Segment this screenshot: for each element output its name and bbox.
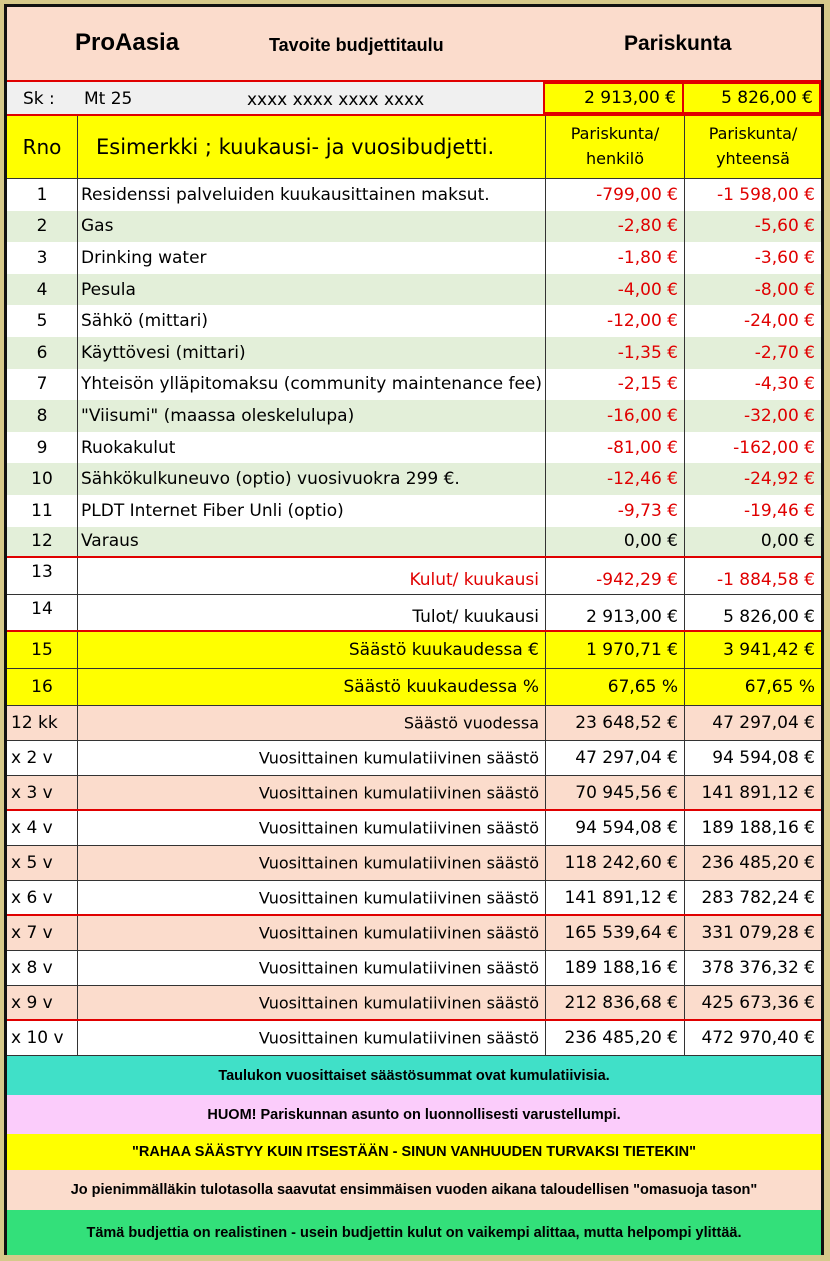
row-number: 12 xyxy=(31,531,53,552)
saving-eur-label: Säästö kuukaudessa € xyxy=(348,640,539,660)
yearly-total: 94 594,08 € xyxy=(712,748,815,768)
expense-person: -9,73 € xyxy=(617,500,678,521)
row-number: 15 xyxy=(31,640,53,660)
yearly-total: 189 188,16 € xyxy=(701,818,815,838)
yearly-label: Vuosittainen kumulatiivinen säästö xyxy=(258,1028,539,1048)
table-row xyxy=(7,274,821,306)
table-row xyxy=(7,400,821,432)
expense-name: PLDT Internet Fiber Unli (optio) xyxy=(81,500,344,521)
expense-name: Sähkö (mittari) xyxy=(81,311,209,332)
expense-name: Yhteisön ylläpitomaksu (community maintenance fee) xyxy=(81,374,543,395)
expenses-label: Kulut/ kuukausi xyxy=(409,570,539,591)
row-number: 8 xyxy=(36,405,48,426)
rno-header: Rno xyxy=(22,135,62,159)
expense-person: -1,35 € xyxy=(617,342,678,363)
expense-total: -1 598,00 € xyxy=(716,184,815,205)
summary-row-saving-pct xyxy=(7,669,821,706)
expense-name: Varaus xyxy=(81,531,139,552)
summary-row-income xyxy=(7,595,821,632)
expense-name: Ruokakulut xyxy=(81,437,176,458)
yearly-row xyxy=(7,706,821,741)
yearly-row xyxy=(7,986,821,1021)
yearly-label: Säästö vuodessa xyxy=(403,713,539,733)
yearly-row xyxy=(7,916,821,951)
yearly-person: 118 242,60 € xyxy=(564,853,678,873)
period-label: x 9 v xyxy=(11,992,53,1013)
yearly-person: 189 188,16 € xyxy=(564,958,678,978)
saving-eur-total: 3 941,42 € xyxy=(723,640,815,660)
masked-number: xxxx xxxx xxxx xxxx xyxy=(247,90,425,110)
expense-total: -19,46 € xyxy=(743,500,815,521)
expense-total: -8,00 € xyxy=(754,279,815,300)
expense-name: Pesula xyxy=(81,279,136,300)
expense-total: -24,00 € xyxy=(743,311,815,332)
col4-header-line2: yhteensä xyxy=(716,149,790,168)
expense-person: -81,00 € xyxy=(606,437,678,458)
note-text: Taulukon vuosittaiset säästösummat ovat kumulatiivisia. xyxy=(218,1067,610,1084)
income-person-cell xyxy=(543,82,684,114)
yearly-row xyxy=(7,811,821,846)
yearly-row xyxy=(7,881,821,916)
row-number: 16 xyxy=(31,677,53,697)
expenses-person: -942,29 € xyxy=(596,570,678,591)
table-row xyxy=(7,337,821,369)
yearly-total: 331 079,28 € xyxy=(701,923,815,943)
yearly-label: Vuosittainen kumulatiivinen säästö xyxy=(258,748,539,768)
row-number: 3 xyxy=(36,247,48,268)
yearly-person: 236 485,20 € xyxy=(564,1028,678,1048)
period-label: x 7 v xyxy=(11,923,53,943)
yearly-label: Vuosittainen kumulatiivinen säästö xyxy=(258,993,539,1012)
table-row xyxy=(7,242,821,274)
sheet-title: Tavoite budjettitaulu xyxy=(269,35,444,55)
summary-row-expenses xyxy=(7,558,821,595)
saving-pct-label: Säästö kuukaudessa % xyxy=(343,677,539,697)
row-number: 2 xyxy=(36,216,48,237)
period-label: x 10 v xyxy=(11,1028,64,1048)
note-text: Tämä budjettia on realistinen - usein budjettin kulut on vaikempi alittaa, mutta helpompi ylittää. xyxy=(86,1224,742,1241)
expenses-total: -1 884,58 € xyxy=(716,570,815,591)
expense-name: "Viisumi" (maassa oleskelulupa) xyxy=(81,405,355,426)
yearly-person: 47 297,04 € xyxy=(575,748,678,768)
yearly-person: 70 945,56 € xyxy=(575,782,678,803)
income-label: Tulot/ kuukausi xyxy=(412,606,539,627)
expense-person: -12,00 € xyxy=(606,311,678,332)
expense-total: -24,92 € xyxy=(743,469,815,490)
income-total-cell xyxy=(684,82,821,114)
note-banner xyxy=(7,1056,821,1095)
period-label: x 6 v xyxy=(11,887,53,908)
table-row xyxy=(7,527,821,559)
table-row xyxy=(7,495,821,527)
expense-total: 0,00 € xyxy=(760,531,815,552)
table-row xyxy=(7,211,821,243)
yearly-total: 425 673,36 € xyxy=(701,992,815,1013)
expense-total: -162,00 € xyxy=(733,437,815,458)
saving-pct-person: 67,65 % xyxy=(607,677,678,697)
yearly-row xyxy=(7,846,821,881)
expense-person: -2,80 € xyxy=(617,216,678,237)
expense-total: -3,60 € xyxy=(754,247,815,268)
yearly-person: 94 594,08 € xyxy=(575,818,678,838)
group-title: Pariskunta xyxy=(624,32,732,55)
yearly-label: Vuosittainen kumulatiivinen säästö xyxy=(258,818,539,838)
title-row xyxy=(7,7,821,80)
row-number: 6 xyxy=(36,342,48,363)
note-banner xyxy=(7,1170,821,1210)
expense-total: -4,30 € xyxy=(754,374,815,395)
note-banner xyxy=(7,1134,821,1170)
table-title: Esimerkki ; kuukausi- ja vuosibudjetti. xyxy=(96,135,495,159)
row-number: 11 xyxy=(31,500,53,521)
yearly-person: 141 891,12 € xyxy=(564,887,678,908)
row-number: 13 xyxy=(31,562,53,583)
period-label: x 2 v xyxy=(11,748,53,768)
col3-header-line2: henkilö xyxy=(585,149,645,168)
yearly-person: 23 648,52 € xyxy=(575,713,678,733)
column-header-row xyxy=(7,116,821,179)
yearly-total: 472 970,40 € xyxy=(701,1028,815,1048)
expense-person: -4,00 € xyxy=(617,279,678,300)
row-number: 5 xyxy=(36,311,48,332)
brand-title: ProAasia xyxy=(75,29,180,56)
row-number: 4 xyxy=(36,279,48,300)
yearly-row xyxy=(7,1021,821,1056)
income-person-month: 2 913,00 € xyxy=(586,606,678,627)
row-number: 1 xyxy=(36,184,48,205)
sk-label: Sk : xyxy=(23,89,55,109)
note-banner xyxy=(7,1210,821,1255)
col3-header-line1: Pariskunta/ xyxy=(570,124,660,143)
mt-label: Mt 25 xyxy=(84,89,133,109)
income-total: 5 826,00 € xyxy=(721,88,813,108)
expense-person: -799,00 € xyxy=(596,184,678,205)
yearly-total: 236 485,20 € xyxy=(701,853,815,873)
expense-person: -16,00 € xyxy=(606,405,678,426)
yearly-label: Vuosittainen kumulatiivinen säästö xyxy=(258,923,539,943)
period-label: x 3 v xyxy=(11,782,53,803)
note-text: "RAHAA SÄÄSTYY KUIN ITSESTÄÄN - SINUN VANHUUDEN TURVAKSI TIETEKIN" xyxy=(132,1144,696,1160)
expense-name: Residenssi palveluiden kuukausittainen maksut. xyxy=(81,184,490,205)
summary-row-saving-eur xyxy=(7,632,821,669)
expense-total: -5,60 € xyxy=(754,216,815,237)
income-person: 2 913,00 € xyxy=(584,88,676,108)
row-number: 9 xyxy=(36,437,48,458)
yearly-label: Vuosittainen kumulatiivinen säästö xyxy=(258,958,539,978)
note-text: HUOM! Pariskunnan asunto on luonnollisesti varustellumpi. xyxy=(207,1106,621,1123)
saving-eur-person: 1 970,71 € xyxy=(586,640,678,660)
table-row xyxy=(7,369,821,401)
col4-header-line1: Pariskunta/ xyxy=(708,124,798,143)
expense-name: Drinking water xyxy=(81,247,207,268)
period-label: x 5 v xyxy=(11,853,53,873)
row-number: 10 xyxy=(31,469,53,490)
table-row xyxy=(7,179,821,211)
expense-person: -2,15 € xyxy=(617,374,678,395)
yearly-total: 141 891,12 € xyxy=(701,782,815,803)
yearly-row xyxy=(7,776,821,811)
yearly-total: 378 376,32 € xyxy=(701,958,815,978)
yearly-label: Vuosittainen kumulatiivinen säästö xyxy=(258,888,539,907)
period-label: x 4 v xyxy=(11,818,53,838)
yearly-person: 165 539,64 € xyxy=(564,923,678,943)
expense-person: 0,00 € xyxy=(623,531,678,552)
yearly-label: Vuosittainen kumulatiivinen säästö xyxy=(258,783,539,802)
income-total-month: 5 826,00 € xyxy=(723,606,815,627)
expense-name: Gas xyxy=(81,216,114,237)
note-text: Jo pienimmälläkin tulotasolla saavutat ensimmäisen vuoden aikana taloudellisen "omasuoja tason" xyxy=(70,1182,758,1198)
yearly-row xyxy=(7,951,821,986)
yearly-total: 283 782,24 € xyxy=(701,887,815,908)
note-banner xyxy=(7,1095,821,1134)
table-row xyxy=(7,463,821,495)
yearly-label: Vuosittainen kumulatiivinen säästö xyxy=(258,853,539,873)
period-label: 12 kk xyxy=(11,713,58,733)
table-row xyxy=(7,305,821,337)
expense-total: -32,00 € xyxy=(743,405,815,426)
period-label: x 8 v xyxy=(11,958,53,978)
expense-total: -2,70 € xyxy=(754,342,815,363)
table-row xyxy=(7,432,821,464)
yearly-row xyxy=(7,741,821,776)
expense-name: Sähkökulkuneuvo (optio) vuosivuokra 299 €. xyxy=(81,469,460,490)
yearly-person: 212 836,68 € xyxy=(564,992,678,1013)
saving-pct-total: 67,65 % xyxy=(744,677,815,697)
row-number: 14 xyxy=(31,599,53,619)
yearly-total: 47 297,04 € xyxy=(712,713,815,733)
subheader-row xyxy=(7,80,821,116)
expense-person: -1,80 € xyxy=(617,247,678,268)
row-number: 7 xyxy=(36,374,48,395)
expense-person: -12,46 € xyxy=(606,469,678,490)
budget-sheet xyxy=(4,4,824,1255)
expense-name: Käyttövesi (mittari) xyxy=(81,342,246,363)
